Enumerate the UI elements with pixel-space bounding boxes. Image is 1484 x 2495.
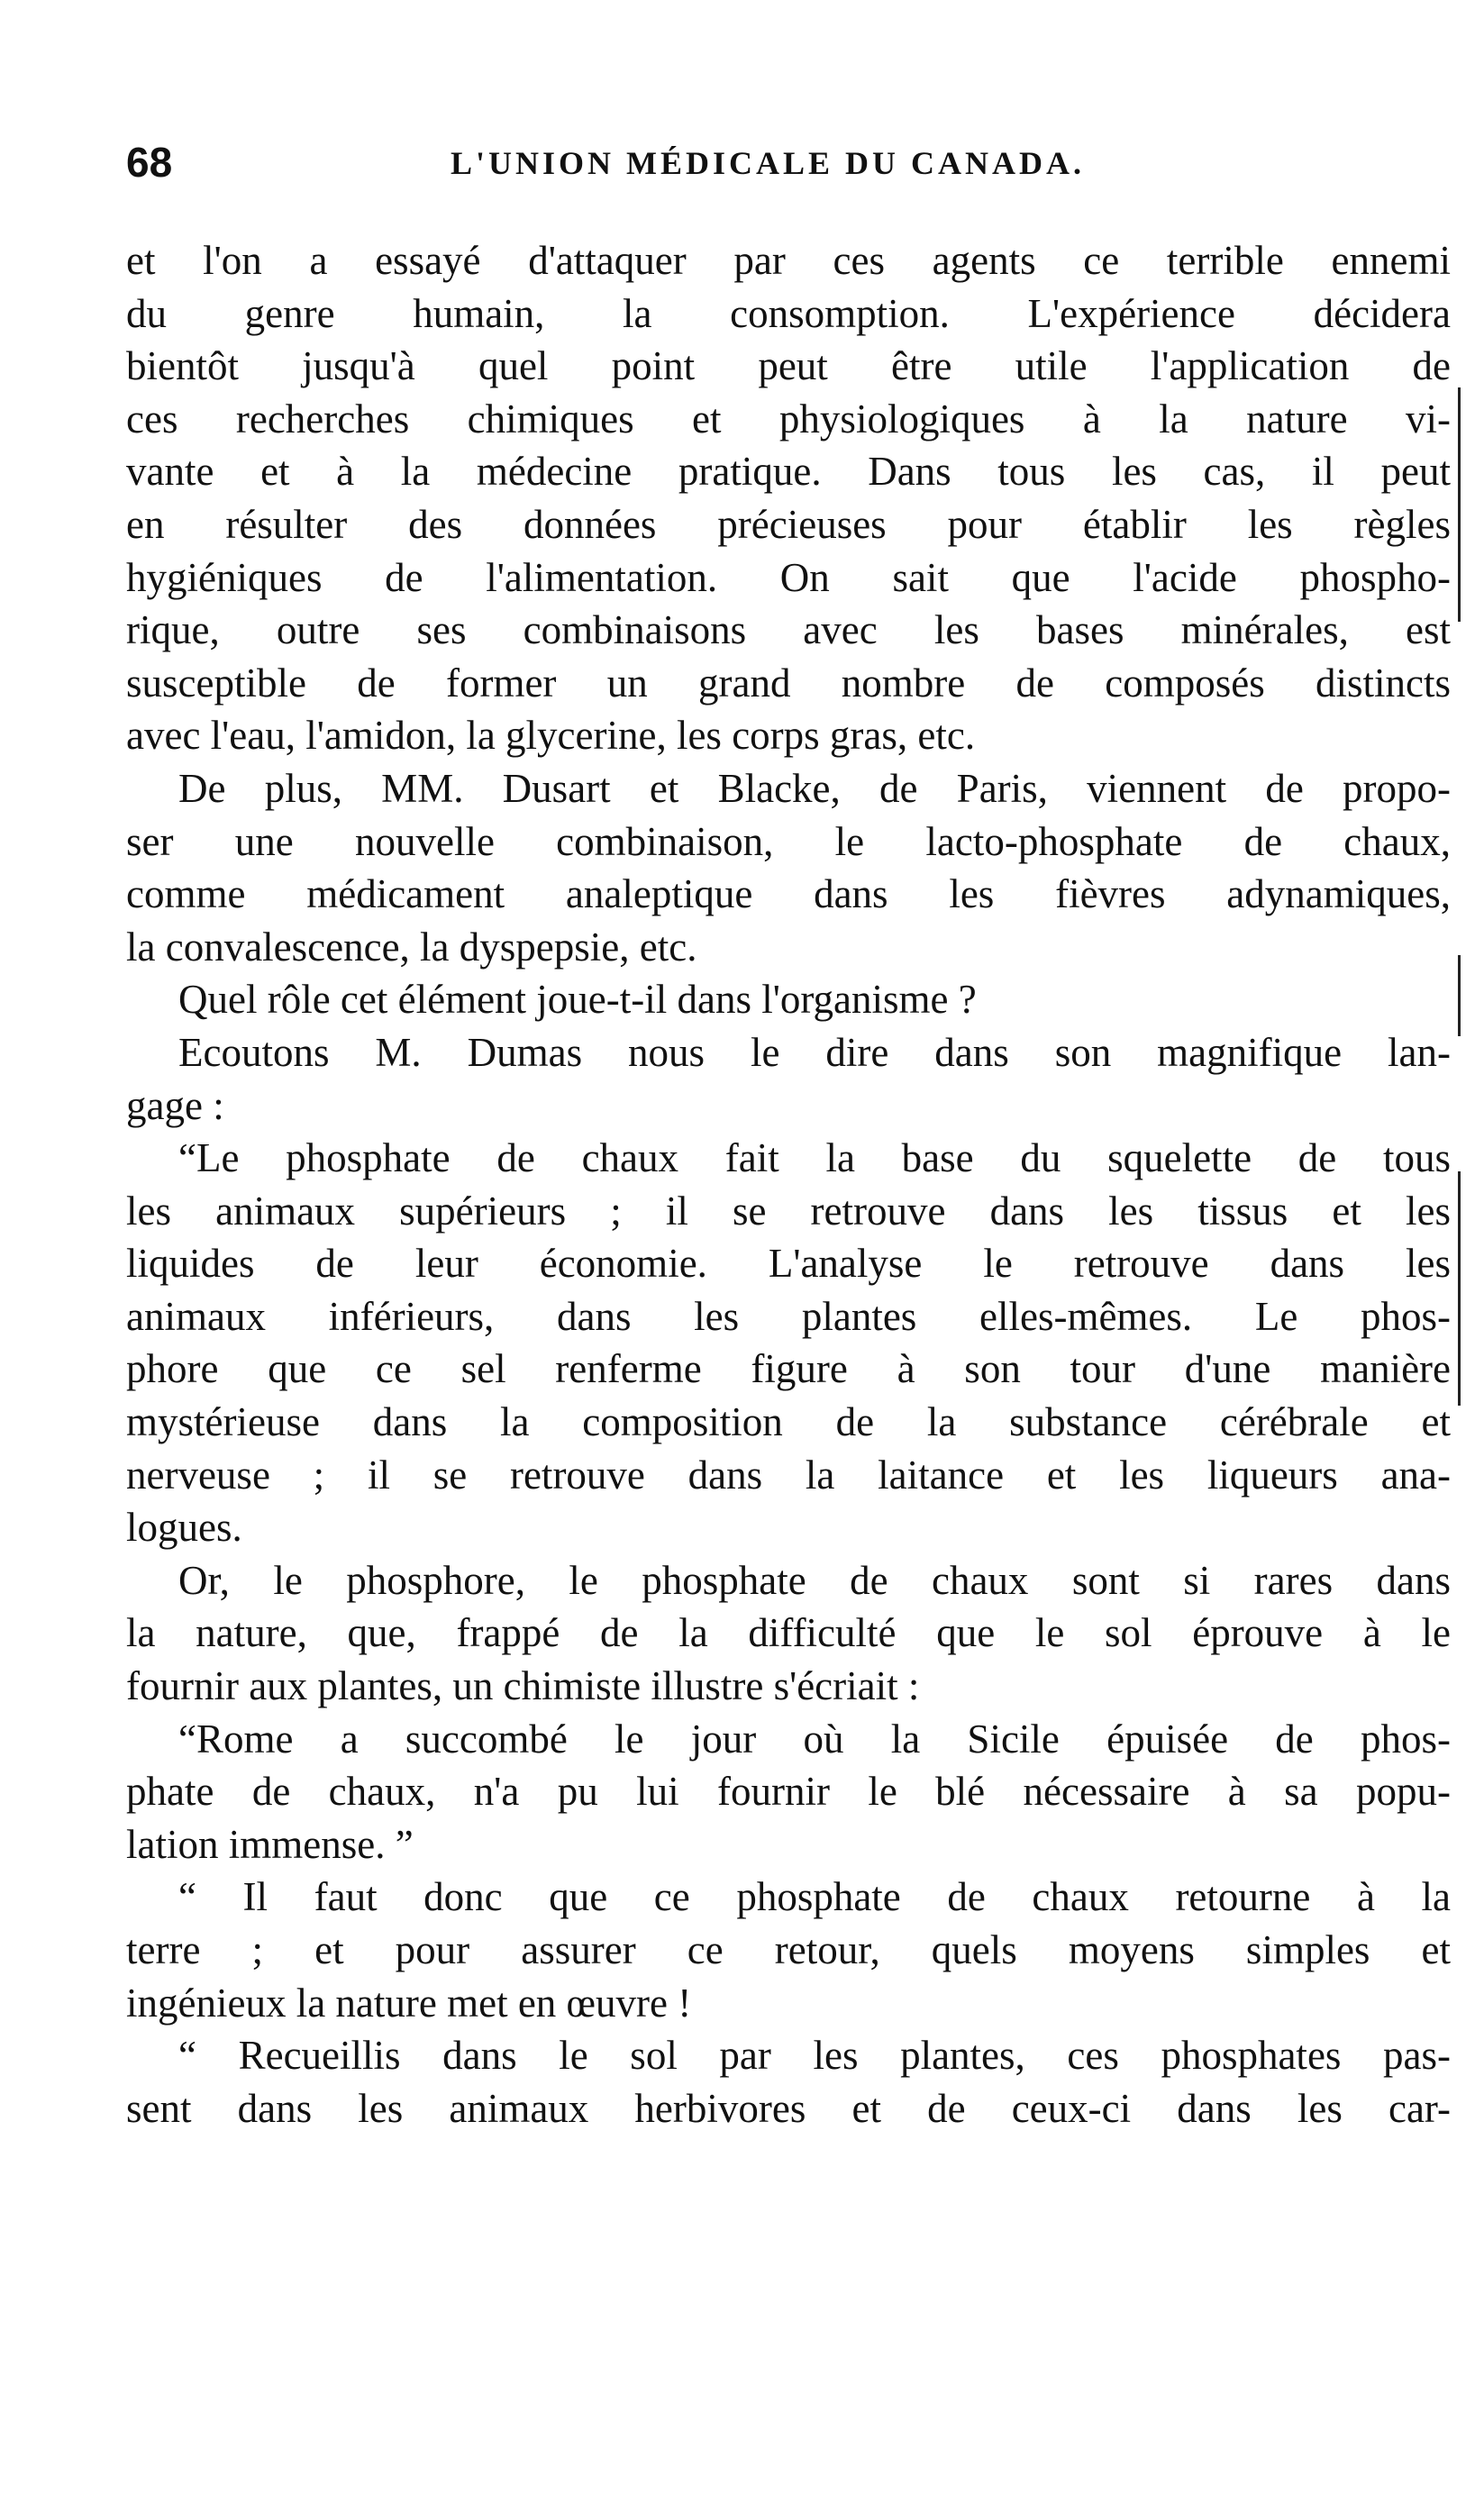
text-line: rique, outre ses combinaisons avec les bases minérales, est [126,607,1451,653]
text-line: ces recherches chimiques et physiologiques à la nature vi- [126,396,1451,442]
text-line: hygiéniques de l'alimentation. On sait que l'acide phospho- [126,554,1451,600]
text-line: “Rome a succombé le jour où la Sicile épuisée de phos- [178,1716,1451,1762]
body-text [126,234,1451,2135]
text-line: nerveuse ; il se retrouve dans la laitance et les liqueurs ana- [126,1452,1451,1498]
text-line: terre ; et pour assurer ce retour, quels moyens simples et [126,1927,1451,1972]
text-line: sent dans les animaux herbivores et de ceux-ci dans les car- [126,2085,1451,2131]
text-line: comme médicament analeptique dans les fièvres adynamiques, [126,871,1451,917]
text-line: fournir aux plantes, un chimiste illustre s'écriait : [126,1663,920,1709]
text-line: phore que ce sel renferme figure à son tour d'une manière [126,1346,1451,1392]
margin-rule [1458,955,1461,1036]
text-line: ser une nouvelle combinaison, le lacto-phosphate de chaux, [126,818,1451,864]
text-line: phate de chaux, n'a pu lui fournir le blé nécessaire à sa popu- [126,1769,1451,1815]
text-line: lation immense. ” [126,1821,414,1867]
text-line: gage : [126,1082,224,1128]
text-line: la nature, que, frappé de la difficulté que le sol éprouve à le [126,1610,1451,1656]
text-line: en résulter des données précieuses pour établir les règles [126,501,1451,547]
margin-rule [1458,387,1461,622]
text-line: avec l'eau, l'amidon, la glycerine, les corps gras, etc. [126,713,976,759]
text-line: “ Recueillis dans le sol par les plantes, ces phosphates pas- [178,2033,1451,2079]
text-line: ingénieux la nature met en œuvre ! [126,1980,692,2026]
text-line: susceptible de former un grand nombre de composés distincts [126,660,1451,706]
text-line: De plus, MM. Dusart et Blacke, de Paris, viennent de propo- [178,765,1451,811]
text-line: vante et à la médecine pratique. Dans tous les cas, il peut [126,449,1451,495]
text-line: “Le phosphate de chaux fait la base du squelette de tous [178,1135,1451,1181]
text-line: les animaux supérieurs ; il se retrouve dans les tissus et les [126,1188,1451,1234]
text-line: du genre humain, la consomption. L'expérience décidera [126,290,1451,336]
text-line: mystérieuse dans la composition de la substance cérébrale et [126,1399,1451,1445]
text-line: logues. [126,1505,242,1551]
text-line: bientôt jusqu'à quel point peut être utile l'application de [126,343,1451,389]
running-title: L'UNION MÉDICALE DU CANADA. [451,145,1086,181]
page-header [126,135,1460,198]
text-line: animaux inférieurs, dans les plantes elles-mêmes. Le phos- [126,1293,1451,1339]
page-number: 68 [126,139,173,186]
text-line: et l'on a essayé d'attaquer par ces agents ce terrible ennemi [126,238,1451,283]
text-line: liquides de leur économie. L'analyse le retrouve dans les [126,1241,1451,1287]
text-line: la convalescence, la dyspepsie, etc. [126,924,697,970]
text-line: Or, le phosphore, le phosphate de chaux sont si rares dans [178,1557,1451,1603]
text-line: Ecoutons M. Dumas nous le dire dans son magnifique lan- [178,1029,1451,1075]
margin-rule [1458,1171,1461,1406]
text-line: Quel rôle cet élément joue-t-il dans l'organisme ? [178,977,977,1023]
text-line: “ Il faut donc que ce phosphate de chaux retourne à la [178,1874,1451,1920]
